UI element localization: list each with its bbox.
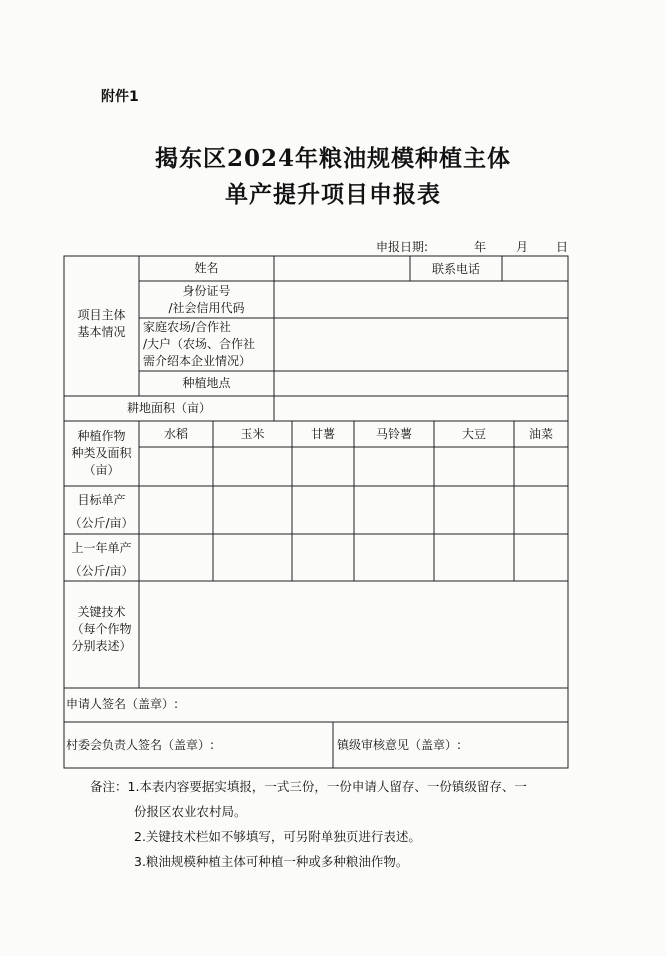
section-main-line2: 基本情况	[77, 325, 126, 339]
target-yield-label	[64, 492, 139, 532]
note-line2: 份报区农业农村局。	[134, 804, 247, 819]
farm-label	[143, 319, 274, 370]
date-day: 日	[556, 240, 569, 254]
farm-label-line2: /大户（农场、合作社	[143, 337, 256, 351]
crops-label-line2: 种类及面积	[71, 446, 132, 460]
section-main-line1: 项目主体	[77, 308, 126, 322]
target-label-line1: 目标单产	[77, 493, 126, 507]
note-line1: 备注：1.本表内容要据实填报，一式三份，一份申请人留存、一份镇级留存、一	[90, 779, 527, 794]
section-main-label	[64, 307, 139, 341]
form-title-line2: 单产提升项目申报表	[225, 181, 441, 208]
area-label: 耕地面积（亩）	[126, 401, 211, 415]
crop-potato: 马铃薯	[375, 427, 412, 441]
crop-corn: 玉米	[240, 427, 265, 441]
key-tech-label	[64, 604, 139, 655]
id-label-line2: /社会信用代码	[168, 301, 245, 315]
date-year: 年	[474, 240, 487, 254]
id-label	[139, 283, 274, 317]
lastyear-label-line1: 上一年单产	[71, 541, 132, 555]
tech-label-line3: 分别表述）	[71, 639, 132, 653]
note-line3: 2.关键技术栏如不够填写，可另附单独页进行表述。	[134, 829, 421, 844]
name-label: 姓名	[194, 261, 219, 275]
target-label-line2: （公斤/亩）	[69, 516, 134, 530]
town-opinion: 镇级审核意见（盖章）:	[337, 738, 462, 752]
id-label-line1: 身份证号	[182, 284, 231, 298]
crop-rice: 水稻	[163, 427, 188, 441]
crops-label	[64, 428, 139, 479]
farm-label-line1: 家庭农场/合作社	[143, 320, 232, 334]
form-title-line1: 揭东区2024年粮油规模种植主体	[154, 145, 511, 172]
notes	[90, 774, 527, 874]
crops-label-line1: 种植作物	[77, 429, 126, 443]
lastyear-label-line2: （公斤/亩）	[69, 564, 134, 578]
attachment-label: 附件1	[101, 89, 139, 105]
location-label: 种植地点	[182, 376, 231, 390]
applicant-signature: 申请人签名（盖章）:	[66, 697, 179, 711]
lastyear-yield-label	[64, 540, 139, 580]
farm-label-line3: 需介绍本企业情况）	[143, 354, 252, 368]
note-line4: 3.粮油规模种植主体可种植一种或多种粮油作物。	[134, 854, 409, 869]
crops-label-line3: （亩）	[83, 463, 120, 477]
village-signature: 村委会负责人签名（盖章）:	[66, 738, 215, 752]
date-label: 申报日期:	[376, 240, 429, 254]
crop-rapeseed: 油菜	[528, 427, 553, 441]
crop-sweet-potato: 甘薯	[310, 427, 335, 441]
contact-label: 联系电话	[431, 262, 480, 276]
date-month: 月	[516, 240, 529, 254]
crop-soybean: 大豆	[461, 427, 486, 441]
tech-label-line2: （每个作物	[71, 622, 132, 636]
tech-label-line1: 关键技术	[77, 605, 126, 619]
